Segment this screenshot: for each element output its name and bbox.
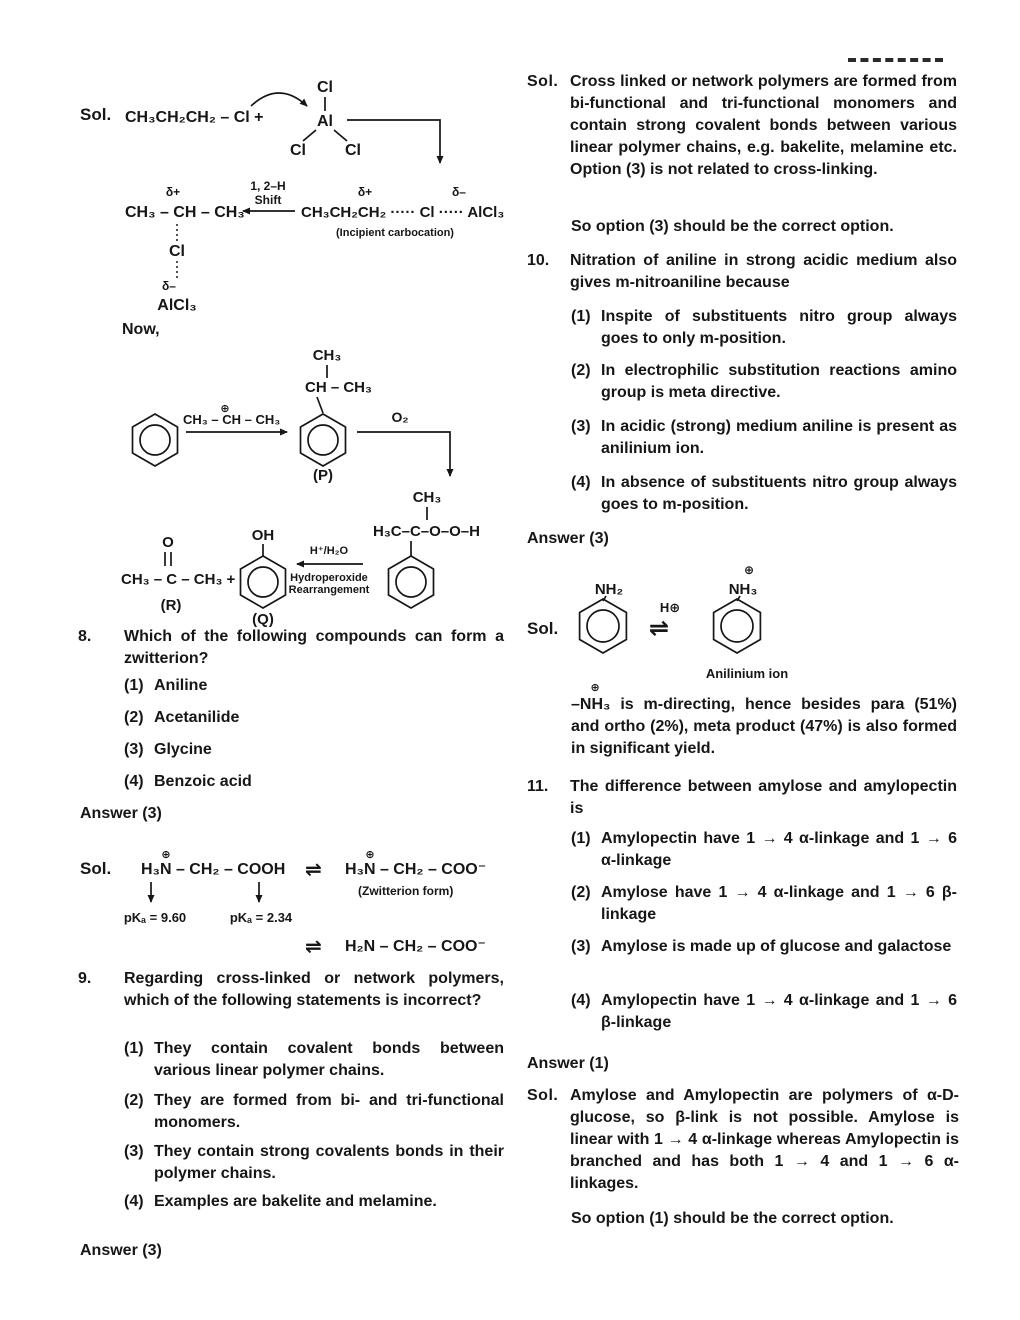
sol-label: Sol. [527, 1087, 559, 1104]
delta-plus: δ+ [165, 185, 181, 199]
cumene-hydroperoxide [373, 489, 480, 608]
q11-option-2 [571, 882, 957, 926]
option-number: (3) [124, 741, 144, 758]
delta-minus: δ– [452, 185, 466, 199]
question-number: 11. [527, 778, 549, 795]
option-label: They contain covalent bonds between various linear polymer chains. [154, 1040, 504, 1079]
al-cl-bond [334, 130, 347, 141]
option-label: Amylose have 1 → 4 α-linkage and 1 → 6 β-linkage [601, 884, 957, 923]
equilibrium-arrows: ⇌ [305, 859, 322, 881]
zwitterion-form-caption: (Zwitterion form) [358, 884, 454, 898]
answer-10: Answer (3) [527, 530, 609, 547]
anilinium-caption: Anilinium ion [705, 666, 789, 681]
answer-11: Answer (1) [527, 1055, 609, 1072]
answer-8: Answer (3) [80, 805, 162, 822]
option-number: (2) [124, 1092, 144, 1109]
rearrangement-label-1: Hydroperoxide [290, 572, 368, 584]
oplus-charge: ⊕ [365, 849, 375, 861]
print-artifact [848, 58, 943, 62]
pka2-value: pKₐ = 2.34 [229, 910, 293, 925]
sol-label: Sol. [80, 859, 112, 878]
sol-label: Sol. [527, 619, 559, 638]
incipient-carbocation [301, 185, 504, 239]
incipient-formula: CH₃CH₂CH₂ ····· Cl ····· AlCl₃ [301, 204, 505, 221]
option-number: (1) [571, 308, 591, 325]
question-text: The difference between amylose and amylopectin is [570, 778, 957, 817]
h-plus-label: H⊕ [659, 600, 681, 615]
option-number: (2) [571, 362, 591, 379]
q9-option-2 [124, 1090, 504, 1134]
equilibrium-arrows: ⇌ [305, 936, 322, 958]
option-label: Amylose is made up of glucose and galactose [601, 938, 952, 955]
aromatic-circle [308, 425, 338, 455]
q10-option-4 [571, 472, 957, 516]
option-label: They contain strong covalents bonds in their polymer chains. [154, 1143, 504, 1182]
shift-label-1: 1, 2–H [250, 179, 286, 193]
cumene-structure [301, 347, 373, 484]
nh3-group: NH₃ [728, 581, 758, 598]
option-number: (3) [124, 1143, 144, 1160]
oh-group: OH [251, 527, 275, 544]
option-number: (2) [124, 709, 144, 726]
nh3-plus-group [579, 682, 611, 716]
cl-left: Cl [290, 142, 306, 159]
option-label: In absence of substituents nitro group always goes to m-position. [601, 474, 957, 513]
option-label: In electrophilic substitution reactions amino group is meta directive. [601, 362, 957, 401]
option-number: (4) [124, 1193, 144, 1210]
option-number: (1) [124, 677, 144, 694]
option-label: In acidic (strong) medium aniline is present as anilinium ion. [601, 418, 957, 457]
zwitterion-equilibrium-diagram [55, 848, 505, 963]
option-label: Amylopectin have 1 → 4 α-linkage and 1 → 6 α-linkage [601, 830, 957, 869]
isopropyl-cation-label: CH₃ – CH – CH₃ [183, 412, 281, 427]
rearrangement-label-2: Rearrangement [288, 584, 370, 596]
carbonyl-oxygen: O [162, 534, 174, 551]
anilinium-structure [706, 563, 788, 681]
q10-option-2 [571, 360, 957, 404]
anilinium-diagram [525, 556, 955, 691]
question-8 [78, 626, 504, 670]
question-text: Regarding cross-linked or network polymers, which of the following statements is incorrect? [124, 970, 504, 1009]
oplus-charge: ⊕ [743, 563, 755, 577]
oplus-charge: ⊕ [161, 849, 171, 861]
solution-text: Amylose and Amylopectin are polymers of α-D-glucose, so β-link is not possible. Amylose is linear with 1 → 4 α-linkage whereas Amylopectin is branched and has both 1 → 4 and 1 → 6 α-linkages. [570, 1087, 959, 1192]
p-label: (P) [313, 467, 333, 484]
benzene-ring [133, 414, 178, 466]
cl-top: Cl [317, 79, 333, 96]
al-atom: Al [317, 113, 333, 130]
solution-11 [527, 1085, 959, 1195]
now-label: Now, [122, 321, 160, 338]
nh2-group: NH₂ [594, 581, 624, 598]
glycine-protonated: H₃N – CH₂ – COOH [141, 861, 286, 878]
option-label: They are formed from bi- and tri-functional monomers. [154, 1092, 504, 1131]
solution-11-conclusion: So option (1) should be the correct option. [571, 1210, 894, 1227]
option-label: Examples are bakelite and melamine. [154, 1193, 437, 1210]
explanation-text: is m-directing, hence besides para (51%) and ortho (2%), meta product (47%) is also formed in significant yield. [571, 696, 957, 757]
pka1-value: pKₐ = 9.60 [123, 910, 187, 925]
option-number: (1) [571, 830, 591, 847]
q11-option-1 [571, 828, 957, 872]
q8-option-1 [124, 675, 504, 697]
question-9 [78, 968, 504, 1012]
aromatic-circle [396, 567, 426, 597]
q8-option-4 [124, 771, 504, 793]
acetone-formula: CH₃ – C – CH₃ + [121, 571, 236, 588]
solution-9 [527, 71, 957, 181]
ch-group: CH – CH₃ [305, 379, 372, 396]
answer-9: Answer (3) [80, 1242, 162, 1259]
question-number: 9. [78, 970, 92, 987]
q9-option-1 [124, 1038, 504, 1082]
incipient-caption: (Incipient carbocation) [336, 227, 454, 239]
bond [317, 397, 323, 413]
lone-pair-curved-arrow [251, 93, 307, 106]
sol-label: Sol. [80, 105, 112, 124]
question-number: 8. [78, 628, 92, 645]
solution-9-conclusion: So option (3) should be the correct option. [571, 218, 894, 235]
propyl-chloride-formula: CH₃CH₂CH₂ – Cl + [125, 109, 264, 126]
option-number: (4) [124, 773, 144, 790]
dash: – [571, 696, 580, 713]
zwitterion-formula: H₃N – CH₂ – COO⁻ [345, 861, 487, 878]
oplus-charge: ⊕ [590, 682, 600, 694]
q10-option-3 [571, 416, 957, 460]
sol-label: Sol. [527, 73, 559, 90]
option-label: Benzoic acid [154, 773, 252, 790]
equilibrium-arrows: ⇌ [649, 615, 670, 642]
q9-option-4 [124, 1191, 504, 1213]
oxidation-arrow [357, 432, 450, 476]
q11-option-4 [571, 990, 957, 1034]
q8-option-2 [124, 707, 504, 729]
option-label: Aniline [154, 677, 208, 694]
acetone-structure [121, 534, 236, 614]
isopropyl-formula: CH₃ – CH – CH₃ [125, 204, 245, 221]
cl-right: Cl [345, 142, 361, 159]
delta-plus: δ+ [357, 185, 373, 199]
option-label: Acetanilide [154, 709, 240, 726]
q-label: (Q) [252, 611, 274, 628]
q8-option-3 [124, 739, 504, 761]
question-text: Nitration of aniline in strong acidic medium also gives m-nitroaniline because [570, 252, 957, 291]
phenol-structure [241, 527, 286, 628]
option-number: (3) [571, 418, 591, 435]
option-label: Glycine [154, 741, 212, 758]
question-number: 10. [527, 252, 550, 269]
q9-option-3 [124, 1141, 504, 1185]
acid-water-label: H⁺/H₂O [309, 545, 349, 557]
question-10 [527, 250, 957, 294]
q11-option-3 [571, 936, 957, 958]
delta-minus: δ– [162, 279, 176, 293]
question-text: Which of the following compounds can form a zwitterion? [124, 628, 504, 667]
aromatic-circle [721, 610, 753, 642]
option-label: Amylopectin have 1 → 4 α-linkage and 1 → 6 β-linkage [601, 992, 957, 1031]
mechanism-diagram [55, 70, 515, 630]
r-label: (R) [160, 597, 182, 614]
ch3-group: CH₃ [412, 489, 442, 506]
shift-label-2: Shift [254, 193, 282, 207]
solution-text: Cross linked or network polymers are formed from bi-functional and tri-functional monomers and contain strong covalent bonds between various linear polymer chains, e.g. bakelite, melamine etc. Option (3) is not related to cross-linking. [570, 73, 957, 178]
question-11 [527, 776, 957, 820]
ch3-group: CH₃ [312, 347, 342, 364]
o2-label: O₂ [391, 409, 409, 425]
option-number: (4) [571, 474, 591, 491]
aromatic-circle [248, 567, 278, 597]
option-number: (2) [571, 884, 591, 901]
sol10-paragraph [571, 682, 957, 760]
option-number: (4) [571, 992, 591, 1009]
peroxide-chain: H₃C–C–O–O–H [373, 523, 480, 540]
glycinate-formula: H₂N – CH₂ – COO⁻ [345, 938, 486, 955]
aromatic-circle [587, 610, 619, 642]
alcl3-structure [290, 79, 361, 159]
carbocation-structure [125, 185, 245, 314]
oplus-charge: ⊕ [220, 403, 230, 415]
q10-option-1 [571, 306, 957, 350]
nh3-label: NH₃ [579, 696, 611, 713]
option-number: (1) [124, 1040, 144, 1057]
aniline-structure [580, 581, 627, 653]
option-label: Inspite of substituents nitro group always goes to only m-position. [601, 308, 957, 347]
option-number: (3) [571, 938, 591, 955]
cl-atom: Cl [169, 243, 185, 260]
alcl3-label: AlCl₃ [157, 297, 197, 314]
al-cl-bond [303, 130, 316, 141]
